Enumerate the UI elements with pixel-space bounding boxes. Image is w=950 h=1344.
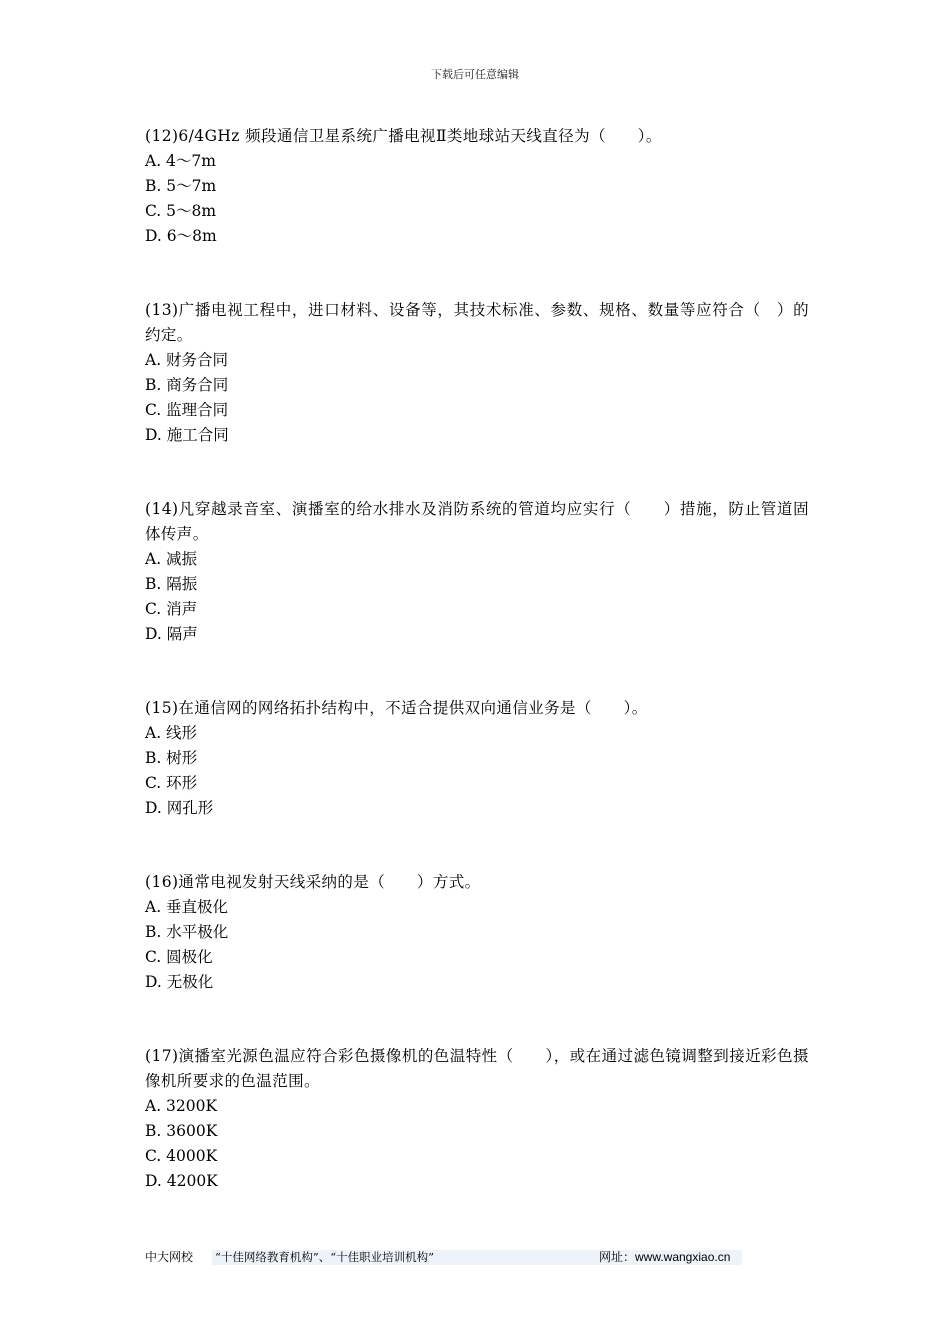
- option-c: C. 环形: [145, 774, 198, 792]
- option-d: D. 无极化: [145, 973, 214, 991]
- question-stem: (15)在通信网的网络拓扑结构中，不适合提供双向通信业务是（ ）。: [145, 699, 648, 717]
- option-b: B. 5～7m: [145, 177, 217, 195]
- question-12: [145, 124, 809, 249]
- option-d: D. 4200K: [145, 1172, 218, 1190]
- footer-slogan: “十佳网络教育机构”、“十佳职业培训机构”: [215, 1250, 435, 1264]
- question-stem: (17)演播室光源色温应符合彩色摄像机的色温特性（ ），或在通过滤色镜调整到接近彩色摄像机所要求的色温范围。: [145, 1047, 809, 1090]
- question-stem: (13)广播电视工程中，进口材料、设备等，其技术标准、参数、规格、数量等应符合（ ）的约定。: [145, 301, 809, 344]
- option-d: D. 网孔形: [145, 799, 214, 817]
- option-c: C. 消声: [145, 600, 198, 618]
- option-d: D. 隔声: [145, 625, 198, 643]
- option-b: B. 3600K: [145, 1122, 218, 1140]
- footer-website: 网址：www.wangxiao.cn: [599, 1250, 731, 1264]
- page-footer: [145, 1248, 745, 1266]
- option-a: A. 垂直极化: [145, 898, 229, 916]
- option-c: C. 4000K: [145, 1147, 218, 1165]
- option-a: A. 3200K: [145, 1097, 218, 1115]
- option-d: D. 6～8m: [145, 227, 217, 245]
- option-a: A. 财务合同: [145, 351, 229, 369]
- option-a: A. 减振: [145, 550, 198, 568]
- question-stem: (16)通常电视发射天线采纳的是（ ）方式。: [145, 873, 481, 891]
- option-c: C. 监理合同: [145, 401, 229, 419]
- option-c: C. 圆极化: [145, 948, 213, 966]
- option-b: B. 树形: [145, 749, 198, 767]
- question-stem: (12)6/4GHz 频段通信卫星系统广播电视Ⅱ类地球站天线直径为（ ）。: [145, 127, 662, 145]
- question-17: [145, 1044, 809, 1194]
- question-list: [145, 124, 809, 1243]
- footer-school-name: 中大网校: [145, 1250, 194, 1264]
- page-header-note: 下载后可任意编辑: [431, 68, 519, 81]
- option-a: A. 线形: [145, 724, 198, 742]
- option-a: A. 4～7m: [145, 152, 216, 170]
- option-b: B. 商务合同: [145, 376, 229, 394]
- question-14: [145, 497, 809, 647]
- option-b: B. 水平极化: [145, 923, 229, 941]
- question-stem: (14)凡穿越录音室、演播室的给水排水及消防系统的管道均应实行（ ）措施，防止管道固体传声。: [145, 500, 809, 543]
- question-16: [145, 870, 809, 995]
- option-c: C. 5～8m: [145, 202, 217, 220]
- option-b: B. 隔振: [145, 575, 198, 593]
- question-15: [145, 696, 809, 821]
- question-13: [145, 298, 809, 448]
- option-d: D. 施工合同: [145, 426, 229, 444]
